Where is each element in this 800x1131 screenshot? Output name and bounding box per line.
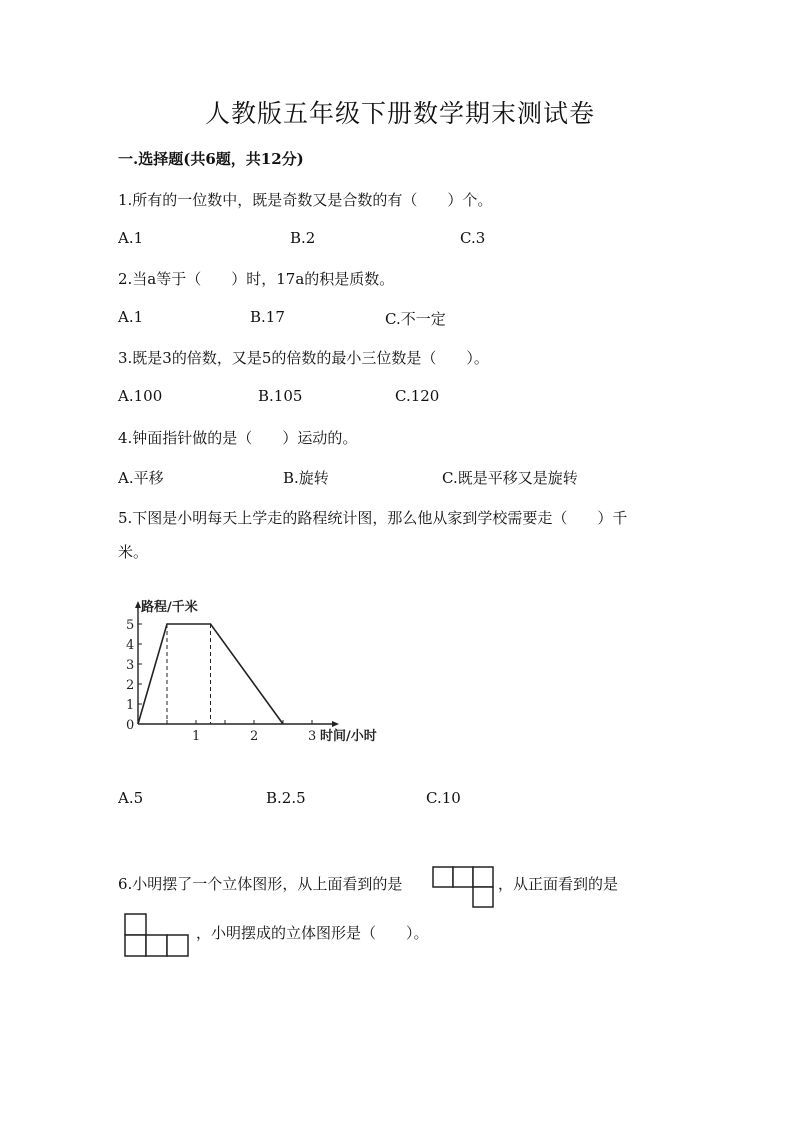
x-tick-label: 3 [308, 729, 317, 744]
x-axis-arrow [332, 721, 339, 727]
question-3: 3.既是3的倍数，又是5的倍数的最小三位数是（ ）。 [118, 349, 489, 367]
question-6-part-1: 6.小明摆了一个立体图形，从上面看到的是 [118, 875, 403, 893]
question-6-part-3: ，小明摆成的立体图形是（ ）。 [196, 924, 429, 942]
question-6-part-2: ，从正面看到的是 [498, 875, 619, 893]
y-tick-label: 4 [126, 638, 135, 653]
q4-option-a: A.平移 [118, 469, 164, 487]
q2-option-b: B.17 [250, 308, 285, 326]
q2-option-c: C.不一定 [385, 310, 446, 328]
q4-option-b: B.旋转 [283, 469, 329, 487]
q3-option-c: C.120 [395, 387, 440, 405]
top-view-figure [432, 866, 496, 910]
q5-option-b: B.2.5 [266, 789, 306, 807]
question-5-line-1: 5.下图是小明每天上学走的路程统计图，那么他从家到学校需要走（ ）千 [118, 509, 628, 527]
q4-option-c: C.既是平移又是旋转 [442, 469, 578, 487]
question-4: 4.钟面指针做的是（ ）运动的。 [118, 429, 358, 447]
distance-time-chart [110, 590, 410, 750]
q5-option-c: C.10 [426, 789, 461, 807]
y-tick-label: 2 [126, 678, 135, 693]
y-tick-label: 1 [126, 698, 135, 713]
q5-option-a: A.5 [118, 789, 144, 807]
x-axis-label: 时间/小时 [320, 729, 377, 744]
question-1: 1.所有的一位数中，既是奇数又是合数的有（ ）个。 [118, 191, 493, 209]
q1-option-b: B.2 [290, 229, 316, 247]
page-title: 人教版五年级下册数学期末测试卷 [204, 99, 595, 128]
q1-option-a: A.1 [118, 229, 144, 247]
q2-option-a: A.1 [118, 308, 144, 326]
y-axis-label: 路程/千米 [141, 600, 198, 615]
section-heading: 一.选择题(共6题，共12分) [118, 150, 304, 168]
front-view-figure [124, 913, 190, 959]
q3-option-b: B.105 [258, 387, 303, 405]
q1-option-c: C.3 [460, 229, 486, 247]
question-5-line-2: 米。 [118, 543, 149, 561]
x-tick-label: 1 [192, 729, 201, 744]
question-2: 2.当a等于（ ）时，17a的积是质数。 [118, 270, 395, 288]
x-tick-label: 2 [250, 729, 259, 744]
y-tick-label: 3 [126, 658, 135, 673]
y-tick-label: 0 [126, 718, 135, 733]
q3-option-a: A.100 [118, 387, 163, 405]
y-tick-label: 5 [126, 618, 135, 633]
